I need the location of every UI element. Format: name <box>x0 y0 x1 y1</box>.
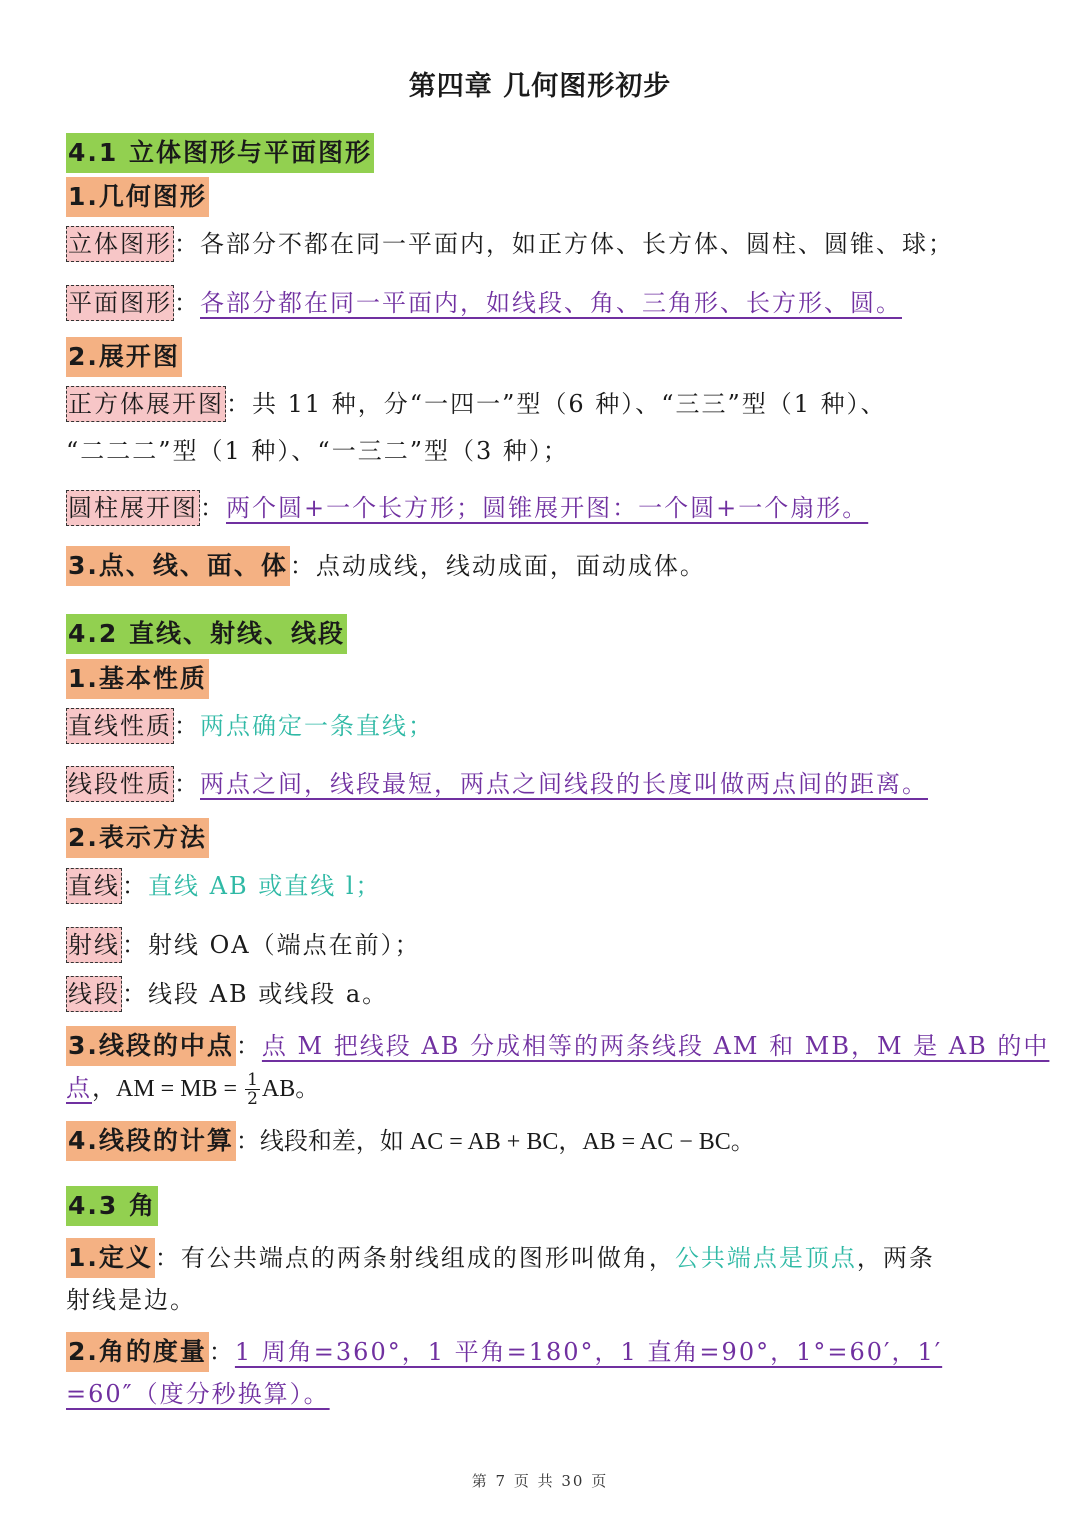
cube-net-line-2 <box>66 431 569 471</box>
segment-notation-line <box>66 974 388 1014</box>
definition-text: ：线段和差，如 AC = AB + BC，AB = AC − BC。 <box>235 1129 755 1155</box>
subsection-2 <box>66 337 182 377</box>
definition-text: ：射线 OA（端点在前）； <box>122 931 421 959</box>
colon: ： <box>200 494 226 522</box>
definition-text: ：各部分不都在同一平面内，如正方体、长方体、圆柱、圆锥、球； <box>174 230 954 258</box>
fraction-numerator: 1 <box>247 1070 258 1090</box>
line-notation-line <box>66 866 382 906</box>
segment-property-line <box>66 764 928 804</box>
section-heading: 4.2 直线、射线、线段 <box>66 614 347 654</box>
definition-text: ：共 11 种，分“一四一”型（6 种）、“三三”型（1 种）、 <box>226 390 887 418</box>
page-footer: 第 7 页 共 30 页 <box>471 1472 609 1490</box>
ray-notation-line <box>66 925 421 965</box>
fraction <box>245 1071 260 1108</box>
subsection-heading: 3.点、线、面、体 <box>66 546 290 586</box>
section-heading: 4.3 角 <box>66 1186 158 1226</box>
highlight-text: 点 M 把线段 AB 分成相等的两条线段 AM 和 MB，M 是 AB 的中 <box>261 1032 1050 1060</box>
subsection-heading: 2.表示方法 <box>66 818 209 858</box>
colon: ： <box>174 289 200 317</box>
highlight-text: 两个圆+一个长方形；圆锥展开图：一个圆+一个扇形。 <box>226 494 869 522</box>
solid-figure-line <box>66 224 954 264</box>
segment-calc-line <box>66 1121 755 1162</box>
formula-text: AB。 <box>261 1076 320 1102</box>
term-label: 圆柱展开图 <box>66 490 200 526</box>
definition-text: ，两条 <box>856 1244 935 1272</box>
highlight-text: 两点确定一条直线； <box>200 712 434 740</box>
subsection-heading: 1.几何图形 <box>66 177 209 217</box>
term-label: 立体图形 <box>66 226 174 262</box>
term-label: 射线 <box>66 927 122 963</box>
definition-text: ：线段 AB 或线段 a。 <box>122 980 389 1008</box>
colon: ： <box>174 712 200 740</box>
term-label: 直线性质 <box>66 708 174 744</box>
highlight-text: =60″（度分秒换算）。 <box>66 1380 330 1408</box>
subsection-1 <box>66 659 209 699</box>
colon: ： <box>122 872 148 900</box>
subsection-heading: 1.定义 <box>66 1238 155 1278</box>
colon: ： <box>174 770 200 798</box>
highlight-text: 两点之间，线段最短，两点之间线段的长度叫做两点间的距离。 <box>200 770 928 798</box>
term-label: 平面图形 <box>66 285 174 321</box>
plane-figure-line <box>66 283 902 323</box>
fraction-denominator: 2 <box>247 1089 258 1109</box>
subsection-heading: 1.基本性质 <box>66 659 209 699</box>
page-title: 第四章 几何图形初步 <box>408 71 672 102</box>
section-4-1 <box>66 133 374 173</box>
definition-text: “二二二”型（1 种）、“一三二”型（3 种）； <box>66 437 569 465</box>
term-label: 线段 <box>66 976 122 1012</box>
subsection-heading: 4.线段的计算 <box>66 1121 236 1161</box>
section-heading: 4.1 立体图形与平面图形 <box>66 133 374 173</box>
subsection-2 <box>66 818 209 858</box>
definition-text: ：点动成线，线动成面，面动成体。 <box>289 552 706 580</box>
angle-definition-line <box>66 1238 935 1278</box>
midpoint-line <box>66 1026 1049 1066</box>
angle-definition-line-2 <box>66 1280 196 1320</box>
colon: ： <box>235 1032 262 1060</box>
highlight-text: 各部分都在同一平面内，如线段、角、三角形、长方形、圆。 <box>200 289 902 317</box>
section-4-2 <box>66 614 347 654</box>
formula-text: ，AM = MB = <box>92 1076 244 1102</box>
term-label: 线段性质 <box>66 766 174 802</box>
subsection-heading: 2.角的度量 <box>66 1332 209 1372</box>
angle-measure-line <box>66 1332 942 1372</box>
cube-net-line <box>66 384 887 424</box>
midpoint-line-2 <box>66 1068 319 1109</box>
definition-text: ：有公共端点的两条射线组成的图形叫做角， <box>154 1244 675 1272</box>
term-label: 正方体展开图 <box>66 386 226 422</box>
highlight-text: 点 <box>66 1074 92 1102</box>
highlight-text: 直线 AB 或直线 l； <box>148 872 382 900</box>
subsection-3 <box>66 546 706 586</box>
colon: ： <box>208 1338 235 1366</box>
highlight-text: 1 周角=360°，1 平角=180°，1 直角=90°，1°=60′，1′ <box>234 1338 943 1366</box>
subsection-heading: 3.线段的中点 <box>66 1026 236 1066</box>
cylinder-net-line <box>66 488 868 528</box>
term-label: 直线 <box>66 868 122 904</box>
highlight-text: 公共端点是顶点 <box>674 1244 857 1272</box>
definition-text: 射线是边。 <box>66 1286 196 1314</box>
angle-measure-line-2 <box>66 1374 330 1414</box>
section-4-3 <box>66 1186 158 1226</box>
subsection-1 <box>66 177 209 217</box>
line-property-line <box>66 706 434 746</box>
subsection-heading: 2.展开图 <box>66 337 182 377</box>
